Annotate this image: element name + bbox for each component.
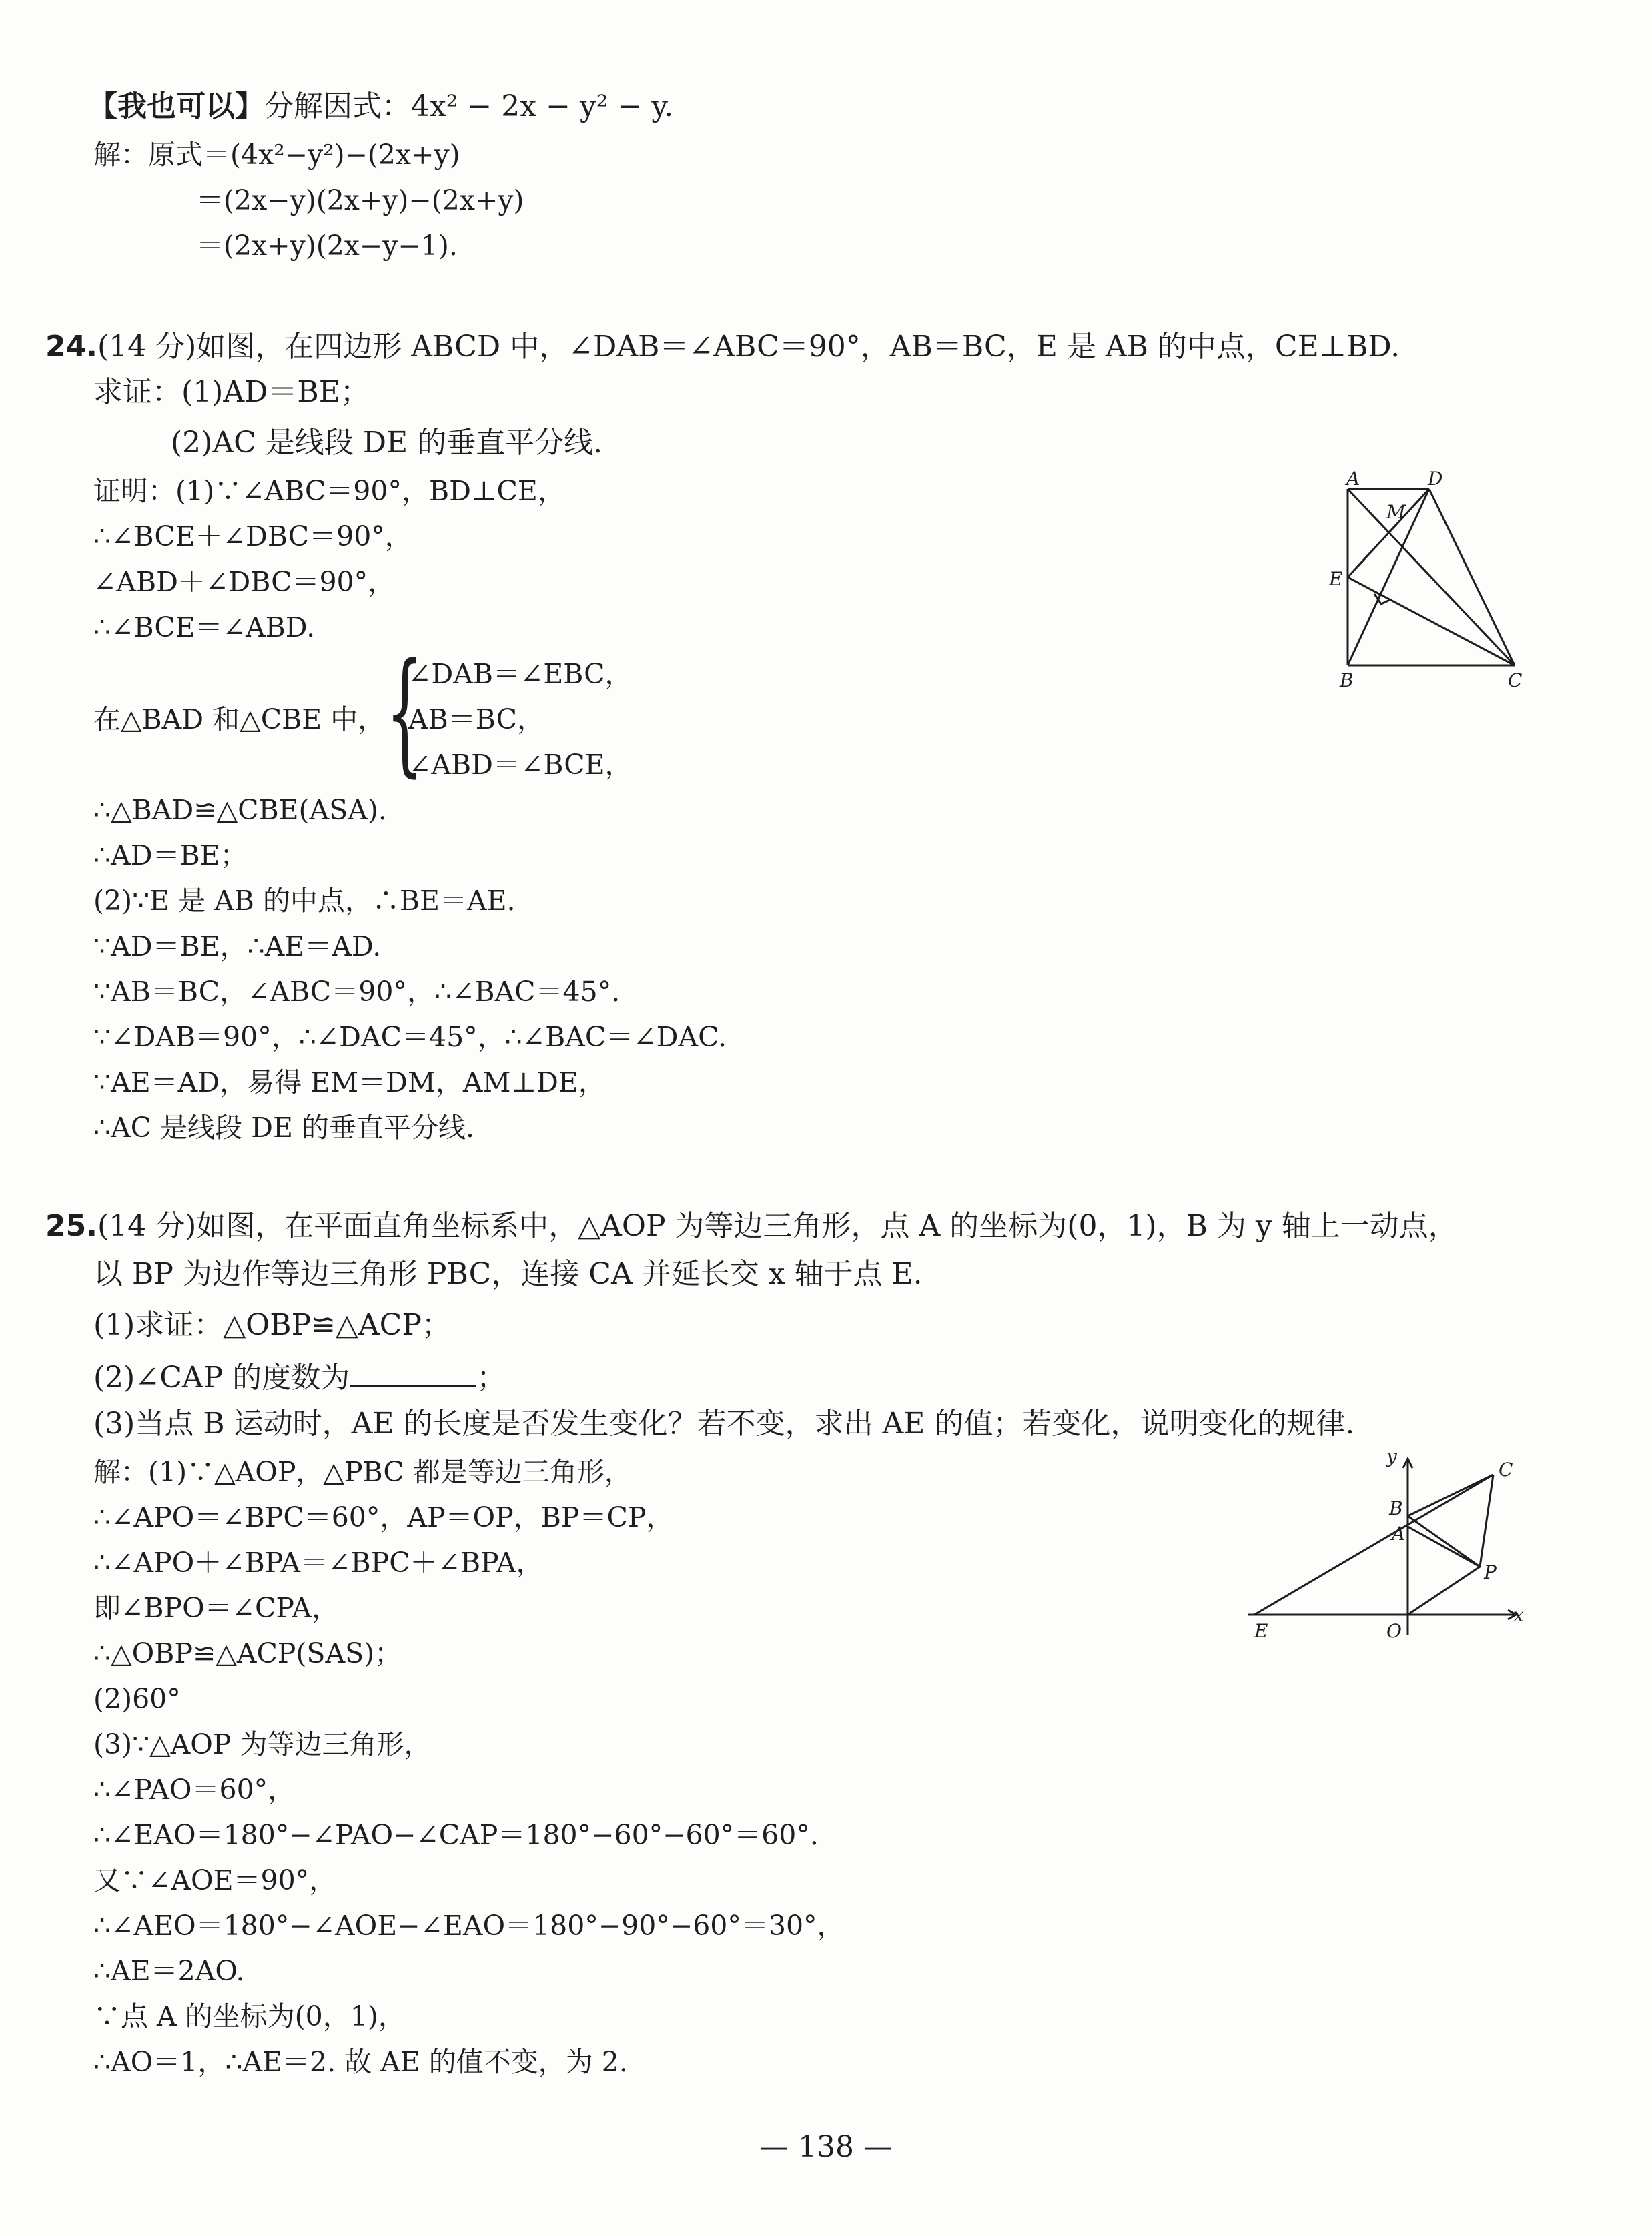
q25-label-y: y [1386, 1448, 1397, 1467]
q25-solution-line: ∴∠PAO＝60°， [93, 1774, 296, 1806]
q24-label-A: A [1346, 470, 1360, 490]
q24-ask-1: 求证：(1)AD＝BE； [93, 375, 370, 409]
q25-ask-3: (3)当点 B 运动时，AE 的长度是否发生变化？若不变，求出 AE 的值；若变化，说明变化的规律. [93, 1407, 1355, 1441]
q25-figure [1241, 1448, 1535, 1641]
q24-number: 24. [45, 330, 97, 364]
q24-label-E: E [1329, 568, 1343, 590]
q25-ask-1: (1)求证：△OBP≌△ACP； [93, 1308, 451, 1342]
q24-proof-line: ∵AE＝AD，易得 EM＝DM，AM⊥DE， [93, 1066, 606, 1098]
q25-statement-line-2: 以 BP 为边作等边三角形 PBC，连接 CA 并延长交 x 轴于点 E. [93, 1257, 923, 1291]
q24-proof-line: ∠ABD＋∠DBC＝90°， [93, 566, 396, 598]
q25-ask-2-line [93, 1356, 506, 1397]
q25-statement-line-1 [45, 1208, 1458, 1245]
q25-answer-blank [350, 1356, 476, 1387]
q24-statement: (14 分)如图，在四边形 ABCD 中，∠DAB＝∠ABC＝90°，AB＝BC，E 是 AB 的中点，CE⊥BD. [97, 330, 1400, 364]
q24-proof-line: (2)∵E 是 AB 的中点，∴BE＝AE. [93, 885, 516, 917]
q25-solution-line: ∴∠APO＋∠BPA＝∠BPC＋∠BPA， [93, 1547, 544, 1579]
q25-ask-2-suffix: ； [476, 1361, 506, 1395]
q25-solution-line: 解：(1)∵△AOP，△PBC 都是等边三角形， [93, 1456, 632, 1488]
q25-ask-2: (2)∠CAP 的度数为 [93, 1361, 350, 1395]
q24-proof-line: ∴AD＝BE； [93, 839, 248, 871]
q24-proof-line: ∵∠DAB＝90°，∴∠DAC＝45°，∴∠BAC＝∠DAC. [93, 1021, 727, 1053]
q25-solution-line: ∴∠EAO＝180°−∠PAO−∠CAP＝180°−60°−60°＝60°. [93, 1819, 819, 1851]
q24-proof-line: ∵AB＝BC，∠ABC＝90°，∴∠BAC＝45°. [93, 976, 621, 1008]
q24-system-prefix: 在△BAD 和△CBE 中， [93, 703, 386, 735]
q25-solution-line: ∴AO＝1，∴AE＝2. 故 AE 的值不变，为 2. [93, 2046, 628, 2078]
intro-line-1: 解：原式＝(4x²−y²)−(2x+y) [93, 139, 460, 171]
q25-solution-line: ∴△OBP≌△ACP(SAS)； [93, 1637, 402, 1669]
page-number: — 138 — [759, 2130, 893, 2164]
q24-label-B: B [1340, 669, 1354, 691]
q25-solution-line: ∴AE＝2AO. [93, 1955, 245, 1987]
q24-system-line: AB＝BC， [408, 703, 544, 735]
q24-system-brace: { [386, 635, 424, 790]
q25-label-E: E [1254, 1620, 1268, 1641]
q24-ask-2: (2)AC 是线段 DE 的垂直平分线. [171, 426, 603, 460]
q25-solution-line: ∴∠APO＝∠BPC＝60°，AP＝OP，BP＝CP， [93, 1501, 674, 1533]
intro-prompt: 分解因式：4x² − 2x − y² − y. [264, 89, 674, 123]
q25-label-x: x [1513, 1604, 1524, 1626]
intro-line-2: ＝(2x−y)(2x+y)−(2x+y) [196, 184, 524, 216]
q25-label-O: O [1386, 1620, 1402, 1641]
q24-system-line: ∠DAB＝∠EBC， [408, 658, 633, 690]
q25-statement-1: (14 分)如图，在平面直角坐标系中，△AOP 为等边三角形，点 A 的坐标为(0，1)，B 为 y 轴上一动点， [97, 1209, 1458, 1243]
q24-label-D: D [1428, 470, 1443, 490]
q25-solution-line: ∴∠AEO＝180°−∠AOE−∠EAO＝180°−90°−60°＝30°， [93, 1910, 845, 1942]
q25-label-B: B [1389, 1497, 1403, 1519]
q25-solution-line: 又∵∠AOE＝90°， [93, 1864, 337, 1896]
q24-statement-line [45, 328, 1400, 366]
q25-solution-line: (2)60° [93, 1683, 181, 1715]
q24-figure [1328, 470, 1541, 697]
q25-label-A: A [1392, 1523, 1406, 1545]
q24-system-line: ∠ABD＝∠BCE， [408, 749, 633, 781]
intro-line-3: ＝(2x+y)(2x−y−1). [196, 230, 458, 262]
q24-proof-line: ∴∠BCE＝∠ABD. [93, 611, 316, 643]
q25-label-C: C [1499, 1459, 1513, 1481]
q25-solution-line: (3)∵△AOP 为等边三角形， [93, 1728, 432, 1760]
q25-solution-line: 即∠BPO＝∠CPA， [93, 1592, 339, 1624]
q25-number: 25. [45, 1209, 97, 1243]
intro-tag: 【我也可以】 [88, 89, 264, 123]
q24-proof-line: ∴△BAD≌△CBE(ASA). [93, 794, 387, 826]
intro-prompt-line [88, 88, 673, 125]
q24-proof-line: ∴AC 是线段 DE 的垂直平分线. [93, 1112, 474, 1144]
q24-label-M: M [1386, 501, 1406, 523]
q24-label-C: C [1508, 669, 1523, 691]
q25-label-P: P [1484, 1561, 1497, 1583]
q25-solution-line: ∵点 A 的坐标为(0，1)， [93, 2000, 406, 2032]
q24-proof-line: ∵AD＝BE，∴AE＝AD. [93, 930, 382, 962]
q24-proof-line: ∴∠BCE＋∠DBC＝90°， [93, 520, 412, 552]
q24-proof-line: 证明：(1)∵∠ABC＝90°，BD⊥CE， [93, 475, 565, 507]
